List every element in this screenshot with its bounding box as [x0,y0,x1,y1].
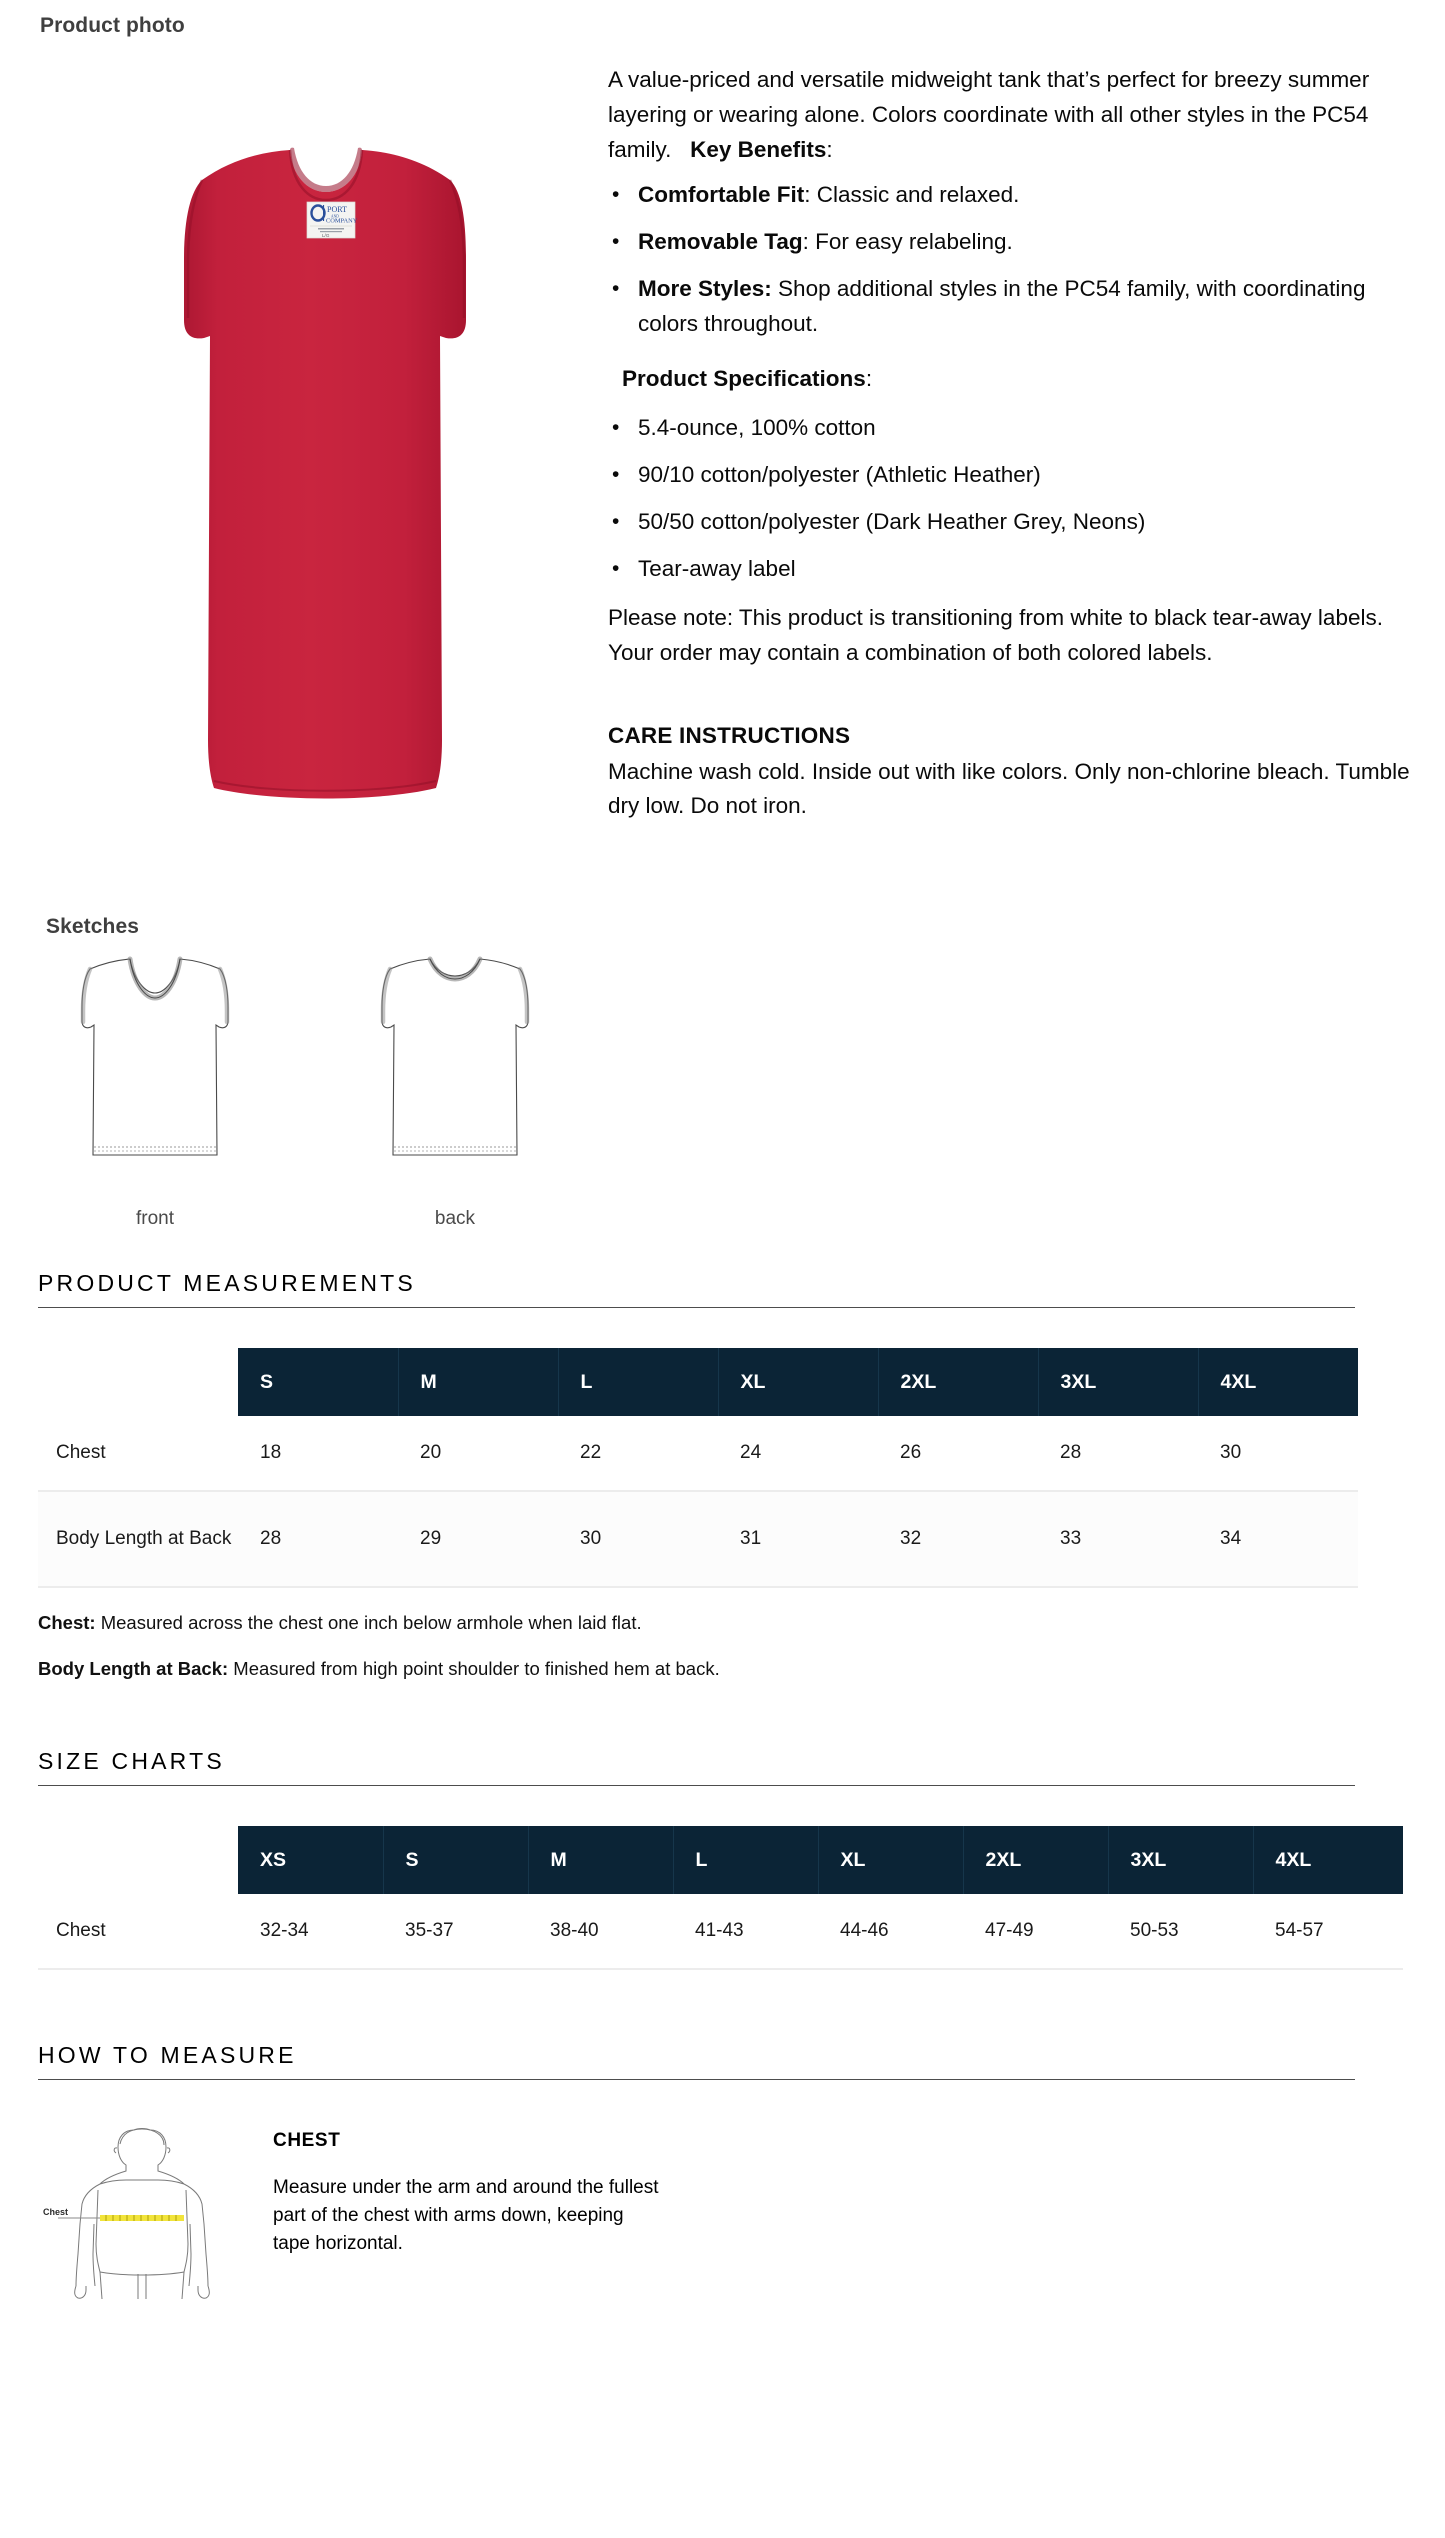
tank-back-sketch-graphic [360,955,550,1170]
svg-text:PORT: PORT [327,205,347,214]
cell-value: 28 [238,1491,398,1587]
description-intro-text: A value-priced and versatile midweight tank that’s perfect for breezy summer layering or wearing alone. Colors coordinate with all other styles in the PC54 family. [608,67,1370,162]
table-header-row [38,1826,1403,1894]
size-charts-tbody [38,1894,1403,1969]
benefit-item [608,224,1423,259]
cell-value: 30 [1198,1416,1358,1491]
product-measurements-title: PRODUCT MEASUREMENTS [38,1270,416,1296]
cell-value: 50-53 [1108,1894,1253,1969]
cell-value: 47-49 [963,1894,1108,1969]
key-benefits-colon: : [826,137,833,162]
table-row [38,1894,1403,1969]
row-label: Chest [38,1894,238,1969]
description-intro [608,62,1423,167]
benefit-item [608,271,1423,341]
cell-value: 34 [1198,1491,1358,1587]
product-measurements-rule [38,1307,1355,1308]
size-charts-thead [38,1826,1403,1894]
sketch-back-caption: back [434,1208,476,1229]
spec-item: • 50/50 cotton/polyester (Dark Heather Grey, Neons) [608,504,1423,539]
footnote-term: Chest: [38,1612,96,1633]
sketch-front-caption: front [135,1208,175,1229]
spec-item: • Tear-away label [608,551,1423,586]
cell-value: 20 [398,1416,558,1491]
svg-text:AND: AND [331,214,339,219]
table-header-row [38,1348,1358,1416]
product-measurements-tbody [38,1416,1358,1587]
footnote-chest [38,1612,1445,1634]
cell-value: 35-37 [383,1894,528,1969]
cell-value: 30 [558,1491,718,1587]
row-label: Chest [38,1416,238,1491]
care-instructions-heading: CARE INSTRUCTIONS [608,723,851,748]
table-corner-cell [38,1826,238,1894]
sketch-front [60,955,250,1170]
spec-heading-text: Product Specifications [622,366,866,391]
column-header-3xl: 3XL [1108,1826,1253,1894]
product-specifications-heading [622,361,1423,396]
column-header-l: L [558,1348,718,1416]
benefit-text: : For easy relabeling. [802,229,1013,254]
cell-value: 18 [238,1416,398,1491]
please-note-text: Please note: This product is transitioning from white to black tear-away labels. Your order may contain a combination of both colored labels. [608,605,1383,665]
chest-measure-description: Measure under the arm and around the fullest part of the chest with arms down, keeping tape horizontal. [273,2177,659,2254]
column-header-s: S [383,1826,528,1894]
column-header-xl: XL [818,1826,963,1894]
tank-front-sketch-graphic [60,955,250,1170]
product-measurements-table [38,1348,1358,1588]
table-row [38,1491,1358,1587]
column-header-4xl: 4XL [1253,1826,1403,1894]
sketch-back [360,955,550,1170]
footnote-text: Measured from high point shoulder to finished hem at back. [228,1658,720,1679]
cell-value: 33 [1038,1491,1198,1587]
spec-item: • 90/10 cotton/polyester (Athletic Heather) [608,457,1423,492]
chest-measure-figure [38,2124,243,2304]
column-header-l: L [673,1826,818,1894]
cell-value: 31 [718,1491,878,1587]
chest-measure-text-block [273,2124,663,2258]
footnote-term: Body Length at Back: [38,1658,229,1679]
benefit-title: Comfortable Fit [638,182,805,207]
key-benefits-list [608,177,1423,341]
cell-value: 38-40 [528,1894,673,1969]
column-header-4xl: 4XL [1198,1348,1358,1416]
chest-figure-label: Chest [43,2207,69,2217]
cell-value: 54-57 [1253,1894,1403,1969]
how-to-measure-title: HOW TO MEASURE [38,2042,297,2068]
spec-item: • 5.4-ounce, 100% cotton [608,410,1423,445]
cell-value: 22 [558,1416,718,1491]
tank-top-photo-graphic [140,140,510,810]
benefit-title: More Styles: [638,276,772,301]
product-specifications-list [608,410,1423,586]
how-to-measure-content [38,2124,1445,2304]
cell-value: 28 [1038,1416,1198,1491]
benefit-title: Removable Tag [638,229,803,254]
chest-measure-heading: CHEST [273,2130,341,2151]
benefit-text: Shop additional styles in the PC54 family, with coordinating colors throughout. [638,276,1366,336]
size-charts-rule [38,1785,1355,1786]
spec-heading-colon: : [865,366,873,391]
table-corner-cell [38,1348,238,1416]
table-row [38,1416,1358,1491]
product-photo-label: Product photo [40,14,185,37]
benefit-text: : Classic and relaxed. [804,182,1020,207]
cell-value: 26 [878,1416,1038,1491]
size-charts-table [38,1826,1403,1970]
footnote-body-length [38,1658,1445,1680]
care-instructions-text: Machine wash cold. Inside out with like colors. Only non-chlorine bleach. Tumble dry low. Do not iron. [608,759,1410,818]
footnote-text: Measured across the chest one inch below armhole when laid flat. [95,1612,642,1633]
cell-value: 32-34 [238,1894,383,1969]
cell-value: 32 [878,1491,1038,1587]
svg-text:COMPANY: COMPANY [326,217,358,225]
benefit-item [608,177,1423,212]
size-charts-title: SIZE CHARTS [38,1748,225,1774]
svg-text:L/G: L/G [322,233,330,238]
column-header-2xl: 2XL [963,1826,1108,1894]
row-label: Body Length at Back [38,1491,238,1587]
column-header-2xl: 2XL [878,1348,1038,1416]
how-to-measure-rule [38,2079,1355,2080]
sketches-area [0,955,600,1255]
cell-value: 44-46 [818,1894,963,1969]
column-header-xs: XS [238,1826,383,1894]
body-diagram-graphic [38,2124,243,2299]
product-measurements-section [0,1270,1445,1680]
column-header-m: M [528,1826,673,1894]
key-benefits-label: Key Benefits [690,137,827,162]
sketches-label: Sketches [46,915,140,938]
column-header-s: S [238,1348,398,1416]
cell-value: 24 [718,1416,878,1491]
size-charts-section [0,1748,1445,1970]
how-to-measure-section [0,2042,1445,2344]
cell-value: 29 [398,1491,558,1587]
product-photo [140,140,510,810]
column-header-m: M [398,1348,558,1416]
cell-value: 41-43 [673,1894,818,1969]
column-header-3xl: 3XL [1038,1348,1198,1416]
product-description [608,62,1423,823]
column-header-xl: XL [718,1348,878,1416]
product-measurements-thead [38,1348,1358,1416]
